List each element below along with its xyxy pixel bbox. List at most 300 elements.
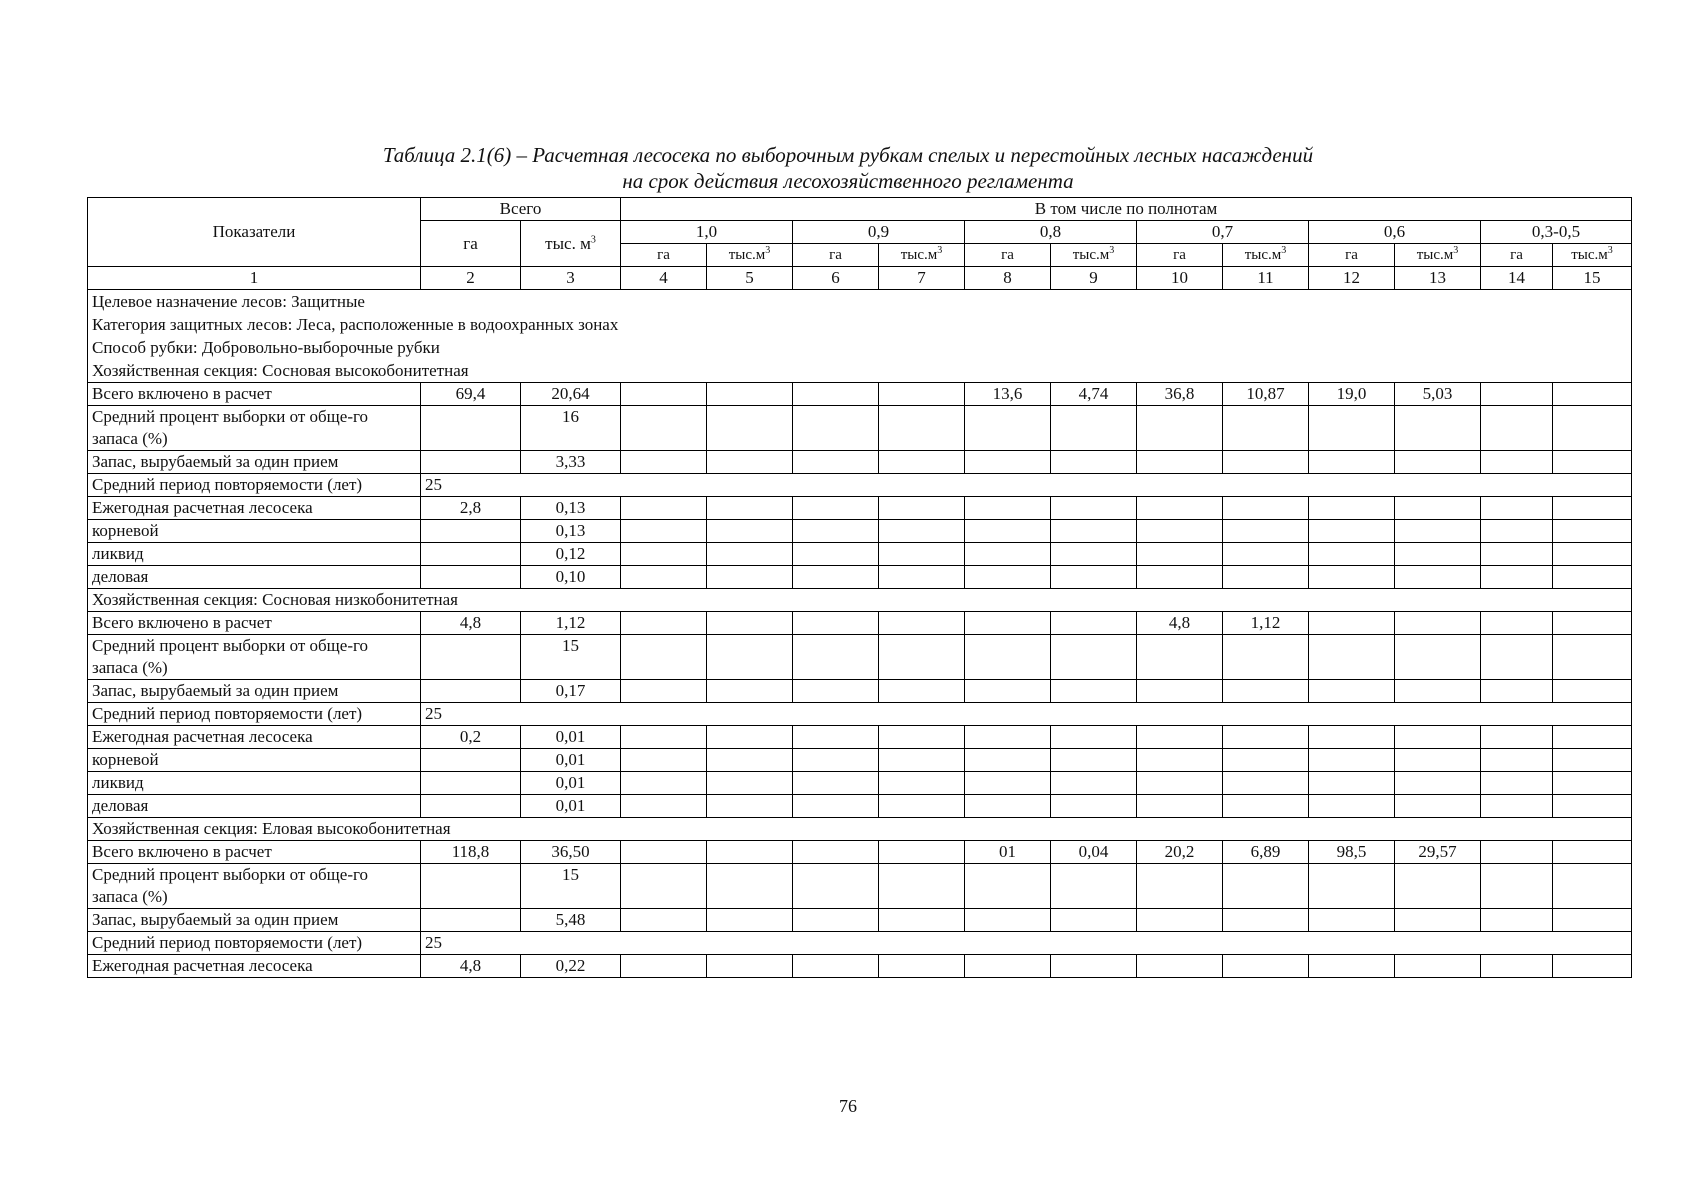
cell xyxy=(1553,726,1632,749)
cell: 01 xyxy=(965,841,1051,864)
row-label: ликвид xyxy=(88,543,421,566)
table-row xyxy=(88,497,1632,520)
cell: 10,87 xyxy=(1223,383,1309,406)
cell xyxy=(879,406,965,451)
cell xyxy=(1137,543,1223,566)
cell xyxy=(793,795,879,818)
cell xyxy=(1553,680,1632,703)
cell xyxy=(1051,726,1137,749)
cell xyxy=(707,635,793,680)
cell xyxy=(793,635,879,680)
cell xyxy=(1051,451,1137,474)
cell xyxy=(1223,451,1309,474)
cell xyxy=(621,955,707,978)
intro-section: Хозяйственная секция: Сосновая высокобонитетная xyxy=(92,361,469,380)
cell xyxy=(793,841,879,864)
header-total-ha: га xyxy=(421,221,521,267)
cell xyxy=(965,543,1051,566)
cell xyxy=(965,406,1051,451)
cell: 4,74 xyxy=(1051,383,1137,406)
cell xyxy=(1309,772,1395,795)
cell xyxy=(1395,520,1481,543)
allowable-cut-table xyxy=(87,197,1632,978)
cell xyxy=(1137,635,1223,680)
cell xyxy=(1395,772,1481,795)
cell xyxy=(1553,795,1632,818)
cell xyxy=(1223,749,1309,772)
cell-total-thous: 15 xyxy=(521,635,621,680)
cell xyxy=(421,680,521,703)
table-title xyxy=(0,142,1696,194)
cell xyxy=(1553,406,1632,451)
cell-total-ha: 118,8 xyxy=(421,841,521,864)
cell xyxy=(621,749,707,772)
table-title-line-1: Таблица 2.1(6) – Расчетная лесосека по выборочным рубкам спелых и перестойных лесных насаждений xyxy=(382,143,1314,167)
table-row xyxy=(88,680,1632,703)
cell xyxy=(793,497,879,520)
cell xyxy=(621,520,707,543)
page-number: 76 xyxy=(839,1096,857,1116)
cell xyxy=(707,726,793,749)
section-title: Хозяйственная секция: Сосновая низкобонитетная xyxy=(88,589,1632,612)
table-row xyxy=(88,703,1632,726)
cell xyxy=(1137,726,1223,749)
cell xyxy=(1395,726,1481,749)
cell-total-ha: 4,8 xyxy=(421,612,521,635)
cell xyxy=(1553,383,1632,406)
header-density-1: 1,0 xyxy=(621,221,793,244)
cell xyxy=(879,680,965,703)
col-number: 2 xyxy=(421,267,521,290)
cell xyxy=(1553,955,1632,978)
cell: 4,8 xyxy=(1137,612,1223,635)
header-density-2: 0,9 xyxy=(793,221,965,244)
cell xyxy=(1395,864,1481,909)
header-density-3: 0,8 xyxy=(965,221,1137,244)
row-label: Всего включено в расчет xyxy=(88,612,421,635)
cell xyxy=(1395,566,1481,589)
cell: 1,12 xyxy=(1223,612,1309,635)
cell xyxy=(1309,909,1395,932)
cell xyxy=(1553,635,1632,680)
row-label: Запас, вырубаемый за один прием xyxy=(88,451,421,474)
cell xyxy=(1309,543,1395,566)
cell xyxy=(1395,612,1481,635)
cell-total-ha: 2,8 xyxy=(421,497,521,520)
cell xyxy=(1309,795,1395,818)
sub-ha: га xyxy=(1481,244,1553,267)
row-label: корневой xyxy=(88,520,421,543)
cell xyxy=(1223,726,1309,749)
cell-total-ha: 69,4 xyxy=(421,383,521,406)
cell xyxy=(421,520,521,543)
cell xyxy=(707,772,793,795)
cell xyxy=(707,955,793,978)
cell xyxy=(421,566,521,589)
cell-total-thous: 1,12 xyxy=(521,612,621,635)
sub-thous: $тыс.м^3$ xyxy=(1553,244,1632,267)
cell xyxy=(1309,680,1395,703)
cell xyxy=(1137,520,1223,543)
cell xyxy=(1223,680,1309,703)
cell xyxy=(793,543,879,566)
header-total-thous: тыс. $м^3$ xyxy=(521,221,621,267)
row-label: Средний период повторяемости (лет) xyxy=(88,932,421,955)
table-row xyxy=(88,635,1632,680)
cell xyxy=(965,749,1051,772)
col-number: 4 xyxy=(621,267,707,290)
cell xyxy=(1051,520,1137,543)
table-row xyxy=(88,749,1632,772)
cell-total-thous: 0,17 xyxy=(521,680,621,703)
col-number: 12 xyxy=(1309,267,1395,290)
cell xyxy=(1395,497,1481,520)
header-total: Всего xyxy=(421,198,621,221)
cell xyxy=(621,841,707,864)
cell xyxy=(1137,909,1223,932)
cell xyxy=(1223,543,1309,566)
cell xyxy=(1137,406,1223,451)
col-number: 10 xyxy=(1137,267,1223,290)
header-indicators: Показатели xyxy=(88,198,421,267)
cell xyxy=(707,909,793,932)
row-label: Средний процент выборки от обще-го запаса (%) xyxy=(88,406,421,451)
row-label: Всего включено в расчет xyxy=(88,841,421,864)
cell xyxy=(421,451,521,474)
cell xyxy=(1137,772,1223,795)
cell-total-thous: 0,01 xyxy=(521,749,621,772)
cell xyxy=(1481,635,1553,680)
cell xyxy=(1481,612,1553,635)
row-label: корневой xyxy=(88,749,421,772)
cell xyxy=(707,680,793,703)
cell xyxy=(1481,566,1553,589)
header-density-4: 0,7 xyxy=(1137,221,1309,244)
cell xyxy=(1553,520,1632,543)
cell xyxy=(1395,543,1481,566)
cell-total-thous: 0,01 xyxy=(521,795,621,818)
cell xyxy=(879,795,965,818)
cell xyxy=(965,566,1051,589)
header-density-5: 0,6 xyxy=(1309,221,1481,244)
cell-total-thous: 16 xyxy=(521,406,621,451)
cell xyxy=(421,772,521,795)
section-row xyxy=(88,818,1632,841)
table-row xyxy=(88,932,1632,955)
cell-total-thous: 36,50 xyxy=(521,841,621,864)
cell xyxy=(793,909,879,932)
cell xyxy=(1481,772,1553,795)
cell xyxy=(1553,749,1632,772)
cell xyxy=(1553,909,1632,932)
cell xyxy=(621,566,707,589)
cell xyxy=(1553,566,1632,589)
cell xyxy=(1137,680,1223,703)
cell xyxy=(1051,566,1137,589)
intro-category: Категория защитных лесов: Леса, расположенные в водоохранных зонах xyxy=(92,315,619,334)
sub-thous: $тыс.м^3$ xyxy=(1223,244,1309,267)
cell xyxy=(1223,772,1309,795)
cell xyxy=(421,909,521,932)
cell xyxy=(1481,520,1553,543)
cell xyxy=(621,726,707,749)
cell-repeat-period: 25 xyxy=(421,703,1632,726)
header-by-density: В том числе по полнотам xyxy=(621,198,1632,221)
cell xyxy=(1137,566,1223,589)
sub-thous: $тыс.м^3$ xyxy=(1395,244,1481,267)
cell-total-thous: 0,10 xyxy=(521,566,621,589)
cell xyxy=(1309,726,1395,749)
cell xyxy=(707,520,793,543)
cell xyxy=(793,680,879,703)
col-number: 5 xyxy=(707,267,793,290)
header-density-6: 0,3-0,5 xyxy=(1481,221,1632,244)
cell xyxy=(1137,497,1223,520)
cell xyxy=(1395,749,1481,772)
cell xyxy=(1481,795,1553,818)
col-number: 14 xyxy=(1481,267,1553,290)
cell xyxy=(965,680,1051,703)
cell xyxy=(707,383,793,406)
cell xyxy=(1481,406,1553,451)
cell xyxy=(965,451,1051,474)
cell xyxy=(879,909,965,932)
cell xyxy=(621,406,707,451)
table-row xyxy=(88,864,1632,909)
cell: 6,89 xyxy=(1223,841,1309,864)
cell xyxy=(1309,406,1395,451)
cell xyxy=(1223,909,1309,932)
col-number: 6 xyxy=(793,267,879,290)
row-label: Ежегодная расчетная лесосека xyxy=(88,726,421,749)
col-number: 8 xyxy=(965,267,1051,290)
table-row xyxy=(88,520,1632,543)
col-number: 9 xyxy=(1051,267,1137,290)
cell xyxy=(1553,543,1632,566)
cell: 20,2 xyxy=(1137,841,1223,864)
cell xyxy=(1481,543,1553,566)
cell xyxy=(621,635,707,680)
intro-purpose: Целевое назначение лесов: Защитные xyxy=(92,292,365,311)
cell xyxy=(793,451,879,474)
header-row-1 xyxy=(88,198,1632,221)
cell xyxy=(1309,864,1395,909)
cell xyxy=(1051,749,1137,772)
cell xyxy=(1051,864,1137,909)
intro-method: Способ рубки: Добровольно-выборочные рубки xyxy=(92,338,440,357)
cell xyxy=(793,383,879,406)
cell xyxy=(793,520,879,543)
cell xyxy=(879,864,965,909)
col-number: 15 xyxy=(1553,267,1632,290)
row-label: Ежегодная расчетная лесосека xyxy=(88,497,421,520)
cell xyxy=(621,795,707,818)
cell xyxy=(1051,680,1137,703)
cell xyxy=(879,749,965,772)
cell xyxy=(965,909,1051,932)
cell xyxy=(1051,635,1137,680)
cell xyxy=(793,406,879,451)
cell xyxy=(1309,497,1395,520)
cell xyxy=(965,635,1051,680)
cell: 98,5 xyxy=(1309,841,1395,864)
cell xyxy=(1309,566,1395,589)
cell xyxy=(879,635,965,680)
cell xyxy=(879,451,965,474)
cell xyxy=(421,406,521,451)
table-row xyxy=(88,406,1632,451)
col-number: 13 xyxy=(1395,267,1481,290)
cell xyxy=(1309,749,1395,772)
cell: 19,0 xyxy=(1309,383,1395,406)
cell-total-ha: 4,8 xyxy=(421,955,521,978)
cell xyxy=(1395,635,1481,680)
cell xyxy=(879,772,965,795)
cell xyxy=(1051,909,1137,932)
cell xyxy=(1395,795,1481,818)
cell xyxy=(621,864,707,909)
sub-thous: $тыс.м^3$ xyxy=(1051,244,1137,267)
cell xyxy=(1309,955,1395,978)
cell: 29,57 xyxy=(1395,841,1481,864)
cell xyxy=(621,680,707,703)
cell-repeat-period: 25 xyxy=(421,932,1632,955)
cell xyxy=(621,612,707,635)
col-number: 1 xyxy=(88,267,421,290)
cell xyxy=(421,543,521,566)
cell xyxy=(1395,955,1481,978)
row-label: Средний процент выборки от обще-го запаса (%) xyxy=(88,864,421,909)
cell xyxy=(793,612,879,635)
table-row xyxy=(88,795,1632,818)
cell-total-thous: 0,13 xyxy=(521,497,621,520)
cell xyxy=(1481,909,1553,932)
sub-ha: га xyxy=(793,244,879,267)
row-label: Запас, вырубаемый за один прием xyxy=(88,909,421,932)
cell xyxy=(793,749,879,772)
cell xyxy=(1395,406,1481,451)
cell xyxy=(1553,451,1632,474)
col-number: 3 xyxy=(521,267,621,290)
section-row xyxy=(88,589,1632,612)
cell xyxy=(1481,955,1553,978)
cell xyxy=(421,635,521,680)
cell xyxy=(707,749,793,772)
cell xyxy=(1051,612,1137,635)
cell xyxy=(421,795,521,818)
cell: 13,6 xyxy=(965,383,1051,406)
cell xyxy=(793,566,879,589)
cell xyxy=(1137,451,1223,474)
col-number: 11 xyxy=(1223,267,1309,290)
cell xyxy=(879,497,965,520)
cell xyxy=(1553,612,1632,635)
cell xyxy=(1553,841,1632,864)
sub-ha: га xyxy=(1309,244,1395,267)
cell xyxy=(1309,612,1395,635)
sub-thous: $тыс.м^3$ xyxy=(879,244,965,267)
cell xyxy=(1481,749,1553,772)
cell xyxy=(1223,635,1309,680)
cell xyxy=(1309,451,1395,474)
row-label: Запас, вырубаемый за один прием xyxy=(88,680,421,703)
cell xyxy=(793,772,879,795)
cell xyxy=(1553,497,1632,520)
cell xyxy=(1223,520,1309,543)
cell-total-thous: 20,64 xyxy=(521,383,621,406)
table-row xyxy=(88,474,1632,497)
cell xyxy=(1051,955,1137,978)
cell xyxy=(621,543,707,566)
table-row xyxy=(88,612,1632,635)
cell xyxy=(879,566,965,589)
cell xyxy=(1051,772,1137,795)
cell xyxy=(621,497,707,520)
cell xyxy=(1395,680,1481,703)
cell xyxy=(1309,520,1395,543)
cell xyxy=(965,726,1051,749)
cell-total-thous: 3,33 xyxy=(521,451,621,474)
cell-total-thous: 5,48 xyxy=(521,909,621,932)
cell xyxy=(1223,497,1309,520)
cell xyxy=(793,955,879,978)
cell xyxy=(965,795,1051,818)
cell xyxy=(1481,726,1553,749)
cell xyxy=(1481,680,1553,703)
cell xyxy=(1051,497,1137,520)
cell-total-thous: 0,01 xyxy=(521,772,621,795)
cell xyxy=(1051,795,1137,818)
cell xyxy=(793,864,879,909)
cell xyxy=(879,955,965,978)
cell xyxy=(1481,864,1553,909)
cell xyxy=(879,841,965,864)
cell: 36,8 xyxy=(1137,383,1223,406)
column-number-row xyxy=(88,267,1632,290)
cell xyxy=(707,864,793,909)
cell xyxy=(621,383,707,406)
cell xyxy=(707,543,793,566)
cell-total-ha: 0,2 xyxy=(421,726,521,749)
cell xyxy=(1223,795,1309,818)
cell xyxy=(965,955,1051,978)
cell xyxy=(793,726,879,749)
sub-ha: га xyxy=(1137,244,1223,267)
cell-total-thous: 0,12 xyxy=(521,543,621,566)
cell xyxy=(707,612,793,635)
cell xyxy=(1309,635,1395,680)
cell-total-thous: 0,22 xyxy=(521,955,621,978)
cell xyxy=(707,841,793,864)
row-label: Средний процент выборки от обще-го запаса (%) xyxy=(88,635,421,680)
cell xyxy=(1137,749,1223,772)
row-label: деловая xyxy=(88,795,421,818)
table-row xyxy=(88,543,1632,566)
table-row xyxy=(88,726,1632,749)
cell xyxy=(1395,909,1481,932)
cell xyxy=(965,612,1051,635)
cell xyxy=(707,795,793,818)
cell xyxy=(1223,864,1309,909)
cell xyxy=(421,749,521,772)
table-row xyxy=(88,955,1632,978)
row-label: Ежегодная расчетная лесосека xyxy=(88,955,421,978)
table-row xyxy=(88,566,1632,589)
row-label: Средний период повторяемости (лет) xyxy=(88,474,421,497)
cell-repeat-period: 25 xyxy=(421,474,1632,497)
table-row xyxy=(88,909,1632,932)
sub-thous: $тыс.м^3$ xyxy=(707,244,793,267)
